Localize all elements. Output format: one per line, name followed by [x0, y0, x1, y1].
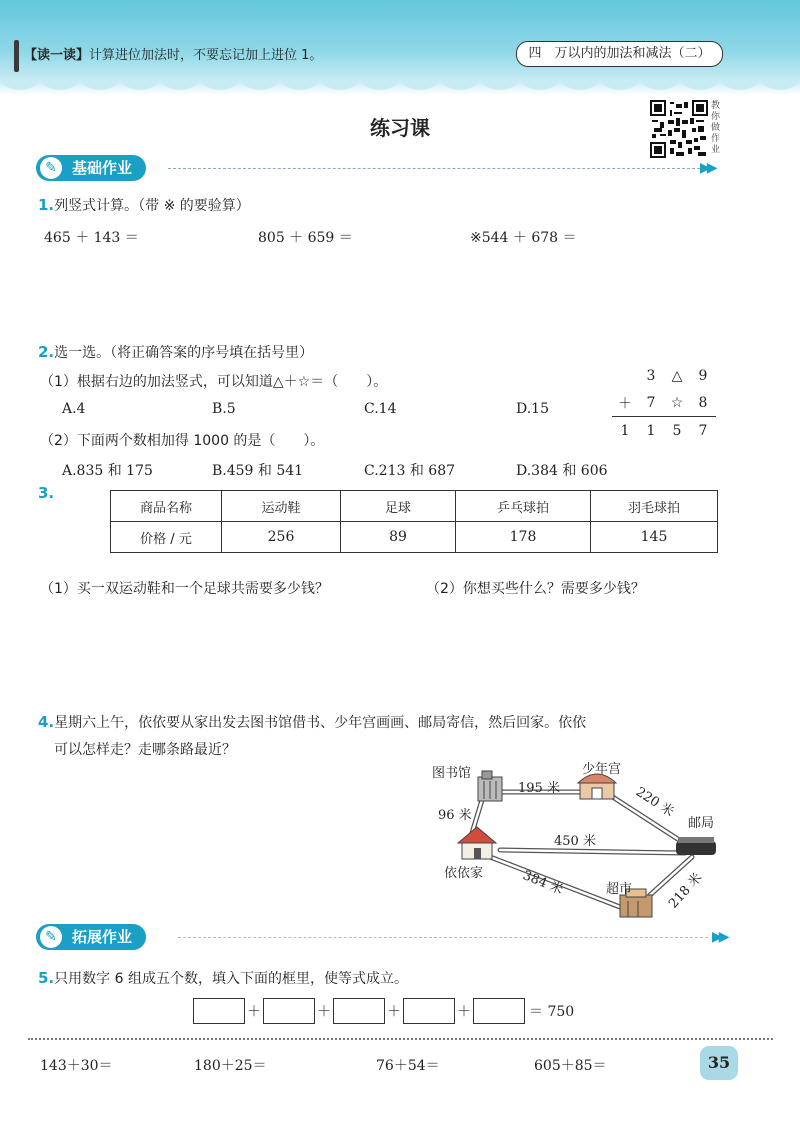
- vertical-row-1: [612, 362, 716, 389]
- qr-note: 教你做作业: [711, 101, 721, 155]
- footer-calc-3: 76＋54＝: [376, 1058, 440, 1074]
- vertical-digit: ＋: [618, 395, 632, 412]
- answer-box[interactable]: [193, 998, 245, 1024]
- table-cell: 145: [591, 522, 718, 553]
- q3-sub2: （2）你想买些什么？需要多少钱？: [426, 581, 645, 597]
- question-2-number: 2.: [38, 343, 55, 361]
- footer-calc-2: 180＋25＝: [194, 1058, 267, 1074]
- q2-sub2-option-d: D.384 和 606: [516, 463, 608, 479]
- section-basic-header: [36, 155, 146, 181]
- double-arrow-icon: ▶▶: [700, 160, 714, 176]
- distance-home-market: 384 米: [520, 868, 566, 898]
- question-4-line-1: 星期六上午，依依要从家出发去图书馆借书、少年宫画画、邮局寄信，然后回家。依依: [54, 715, 587, 731]
- equals-750: ＝ 750: [529, 1004, 575, 1020]
- table-cell: 羽毛球拍: [591, 491, 718, 522]
- question-3: [38, 484, 54, 502]
- price-table-value-row: [111, 522, 718, 553]
- qr-code-icon[interactable]: [650, 100, 708, 158]
- question-5: [38, 968, 408, 988]
- answer-box[interactable]: [403, 998, 455, 1024]
- reading-tip-text: 计算进位加法时，不要忘记加上进位 1。: [89, 48, 323, 63]
- unit-title: 四 万以内的加法和减法（二）: [516, 41, 723, 67]
- distance-library-palace: 195 米: [518, 781, 560, 796]
- question-1: [38, 195, 250, 215]
- distance-library-home: 96 米: [438, 808, 472, 823]
- vertical-addition: [612, 362, 716, 444]
- page-number: 35: [700, 1046, 738, 1080]
- section-divider: [168, 168, 700, 169]
- question-2-text: 选一选。（将正确答案的序号填在括号里）: [54, 345, 314, 361]
- question-3-number: 3.: [38, 484, 55, 502]
- answer-box[interactable]: [263, 998, 315, 1024]
- q1-expression-3: ※544 ＋ 678 ＝: [470, 230, 577, 246]
- label-supermarket: 超市: [606, 882, 633, 897]
- question-4: [38, 712, 586, 732]
- distance-home-post: 450 米: [554, 834, 596, 849]
- answer-box-row: [193, 998, 574, 1024]
- vertical-digit: 7: [646, 394, 656, 411]
- home-house-icon: [458, 827, 496, 859]
- plus-sign: ＋: [317, 1004, 331, 1020]
- table-cell: 乒乓球拍: [456, 491, 591, 522]
- q2-sub2-option-a: A.835 和 175: [62, 463, 153, 479]
- question-5-text: 只用数字 6 组成五个数，填入下面的框里，使等式成立。: [54, 971, 408, 987]
- vertical-digit: 3: [646, 367, 656, 384]
- label-youth-palace: 少年宫: [582, 762, 622, 777]
- question-1-text: 列竖式计算。（带 ※ 的要验算）: [54, 198, 250, 214]
- vertical-result: [612, 417, 716, 445]
- question-2: [38, 342, 313, 362]
- distance-market-post: 218 米: [666, 870, 706, 912]
- footer-calc-1: 143＋30＝: [40, 1058, 113, 1074]
- post-office-building-icon: [676, 837, 716, 855]
- question-5-number: 5.: [38, 969, 55, 987]
- double-arrow-icon: ▶▶: [712, 929, 726, 945]
- library-building-icon: [478, 771, 502, 801]
- section-basic-label: 基础作业: [72, 159, 133, 177]
- table-cell: 价格 / 元: [111, 522, 222, 553]
- section-divider: [178, 937, 708, 938]
- section-extend-header: [36, 924, 146, 950]
- question-4-line-2: 可以怎样走？走哪条路最近？: [54, 742, 236, 758]
- q2-sub2-option-c: C.213 和 687: [364, 463, 456, 479]
- q2-sub1-option-b: B.5: [212, 401, 236, 417]
- price-table: [110, 490, 718, 553]
- page-binding: [14, 40, 19, 72]
- table-cell: 商品名称: [111, 491, 222, 522]
- table-cell: 足球: [341, 491, 456, 522]
- vertical-row-2: [612, 389, 716, 417]
- vertical-digit: 1: [646, 422, 656, 439]
- question-1-number: 1.: [38, 196, 55, 214]
- vertical-digit: 7: [698, 422, 708, 439]
- vertical-digit: ☆: [670, 394, 684, 411]
- section-extend-label: 拓展作业: [72, 928, 133, 946]
- table-cell: 运动鞋: [222, 491, 341, 522]
- page-title: 练习课: [370, 116, 430, 140]
- label-post-office: 邮局: [688, 816, 715, 831]
- youth-palace-building-icon: [578, 774, 616, 799]
- plus-sign: ＋: [457, 1004, 471, 1020]
- q1-expression-1: 465 ＋ 143 ＝: [44, 230, 139, 246]
- footer-dotted-line: [28, 1038, 773, 1040]
- vertical-digit: △: [671, 367, 683, 384]
- q2-sub1-option-a: A.4: [62, 401, 86, 417]
- question-4-number: 4.: [38, 713, 55, 731]
- table-cell: 256: [222, 522, 341, 553]
- price-table-header-row: [111, 491, 718, 522]
- header-scallop-edge: [0, 82, 800, 98]
- vertical-digit: 8: [698, 394, 708, 411]
- q1-expression-2: 805 ＋ 659 ＝: [258, 230, 353, 246]
- table-cell: 178: [456, 522, 591, 553]
- reading-tip-tag: 【读一读】: [24, 48, 90, 63]
- answer-box[interactable]: [333, 998, 385, 1024]
- table-cell: 89: [341, 522, 456, 553]
- vertical-digit: 5: [672, 422, 682, 439]
- q2-sub2: （2）下面两个数相加得 1000 的是（ ）。: [40, 433, 325, 449]
- label-library: 图书馆: [432, 766, 472, 781]
- plus-sign: ＋: [387, 1004, 401, 1020]
- q2-sub1-option-c: C.14: [364, 401, 397, 417]
- distance-palace-post: 220 米: [632, 784, 677, 821]
- q2-sub1: （1）根据右边的加法竖式，可以知道△＋☆＝（ ）。: [40, 374, 388, 390]
- answer-box[interactable]: [473, 998, 525, 1024]
- footer-calc-4: 605＋85＝: [534, 1058, 607, 1074]
- q2-sub2-option-b: B.459 和 541: [212, 463, 304, 479]
- plus-sign: ＋: [247, 1004, 261, 1020]
- vertical-digit: 9: [698, 367, 708, 384]
- route-map: [420, 755, 740, 925]
- vertical-digit: 1: [620, 422, 630, 439]
- lightbulb-icon: ✎: [40, 157, 62, 179]
- q2-sub1-option-d: D.15: [516, 401, 549, 417]
- reading-tip: [24, 44, 322, 63]
- label-home: 依依家: [444, 866, 484, 881]
- lightbulb-icon: ✎: [40, 926, 62, 948]
- q3-sub1: （1）买一双运动鞋和一个足球共需要多少钱？: [40, 581, 329, 597]
